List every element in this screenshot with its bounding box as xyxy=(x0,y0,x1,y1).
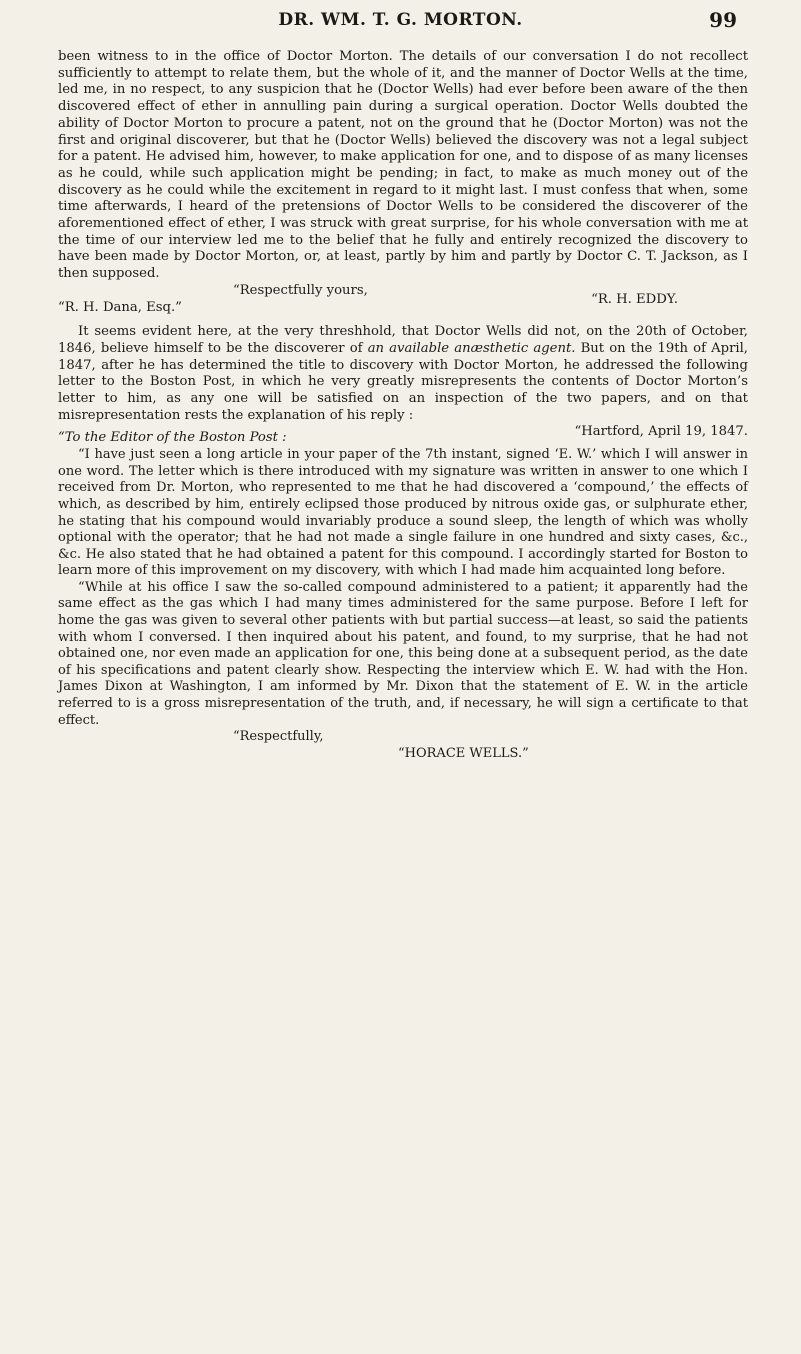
addressee: “R. H. Dana, Esq.” xyxy=(58,299,182,315)
narrative-text-1: It seems evident here, at the very threshhold, that Doctor Wells did not, on the 20th of October, 1846, believe himself to be the discoverer of xyxy=(58,324,748,356)
narrative-paragraph xyxy=(58,324,748,424)
eddy-letter-text: been witness to in the office of Doctor Morton. The details of our conversation I do not recollect sufficiently to attempt to relate them, but the whole of it, and the manner of Doctor Wells at the time, led me, in no respect, to any suspicion that he (Doctor Wells) had ever before been aware of the then discovered effect of ether in annulling pain during a surgical operation. Doctor Wells doubted the ability of Doctor Morton to procure a patent, not on the ground that he (Doctor Morton) was not the first and original discoverer, but that he (Doctor Wells) believed the discovery was not a legal subject for a patent. He advised him, however, to make application for one, and to dispose of as many licenses as he could, while such application might be pending; in fact, to make as much money out of the discovery as he could while the excitement in regard to it might last. I must confess that when, some time afterwards, I heard of the pretensions of Doctor Wells to be considered the discoverer of the aforementioned effect of ether, I was struck with great surprise, for his whole conversation with me at the time of our interview led me to the belief that he fully and entirely recognized the discovery to have been made by Doctor Morton, or, at least, partly by him and partly by Doctor C. T. Jackson, as I then supposed. xyxy=(58,49,748,282)
page-number: 99 xyxy=(709,8,737,32)
salutation: “To the Editor of the Boston Post : xyxy=(58,430,287,446)
letter-heading-row xyxy=(58,424,748,447)
page-body xyxy=(58,49,748,762)
wells-letter xyxy=(58,447,748,762)
wells-letter-paragraph-2: “While at his office I saw the so-called compound administered to a patient; it apparently had the same effect as the gas which I had many times administered for the same purpose. Before I left for home the gas was given to several other patients with but partial success—at least, so said the patients with whom I conversed. I then inquired about his patent, and found, to my surprise, that he had not obtained one, nor even made an application for one, this being done at a subsequent period, as the date of his specifications and patent clearly show. Respecting the interview which E. W. had with the Hon. James Dixon at Washington, I am informed by Mr. Dixon that the statement of E. W. in the article referred to is a gross misrepresentation of the truth, and, if necessary, he will sign a certificate to that effect. xyxy=(58,579,748,728)
spacer xyxy=(58,316,748,324)
wells-signature: “HORACE WELLS.” xyxy=(398,745,529,761)
narrative-text-2: But on the 19th of April, 1847, after he has determined the title to discovery with Doctor Morton, he addressed the following letter to the Boston Post, in which he very greatly misrepresents the contents of Doctor Morton’s letter to him, as any one will be satisfied on an inspection of the two papers, and on that misrepresentation rests the explanation of his reply : xyxy=(58,340,749,423)
wells-letter-paragraph-1: “I have just seen a long article in your paper of the 7th instant, signed ‘E. W.’ which I will answer in one word. The letter which is there introduced with my signature was written in answer to one which I received from Dr. Morton, who represented to me that he had discovered a ‘compound,’ the effects of which, as described by him, entirely eclipsed those produced by nitrous oxide gas, or sulphurate ether, he stating that his compound would invariably produce a sound sleep, the length of which was wholly optional with the operator; that he had not made a single failure in one hundred and sixty cases, &c., &c. He also stated that he had obtained a patent for this compound. I accordingly started for Boston to learn more of this improvement on my discovery, with which I had made him acquainted long before. xyxy=(58,447,748,579)
narrative-emphasis: an available anæsthetic agent. xyxy=(367,340,576,356)
eddy-letter-closing: “Respectfully yours, xyxy=(233,282,368,298)
running-header xyxy=(0,0,801,40)
wells-letter-closing: “Respectfully, xyxy=(233,729,324,745)
eddy-signature: “R. H. EDDY. xyxy=(591,291,678,307)
place-date: “Hartford, April 19, 1847. xyxy=(574,424,748,440)
running-title: DR. WM. T. G. MORTON. xyxy=(278,10,523,30)
signature-row xyxy=(58,291,748,317)
